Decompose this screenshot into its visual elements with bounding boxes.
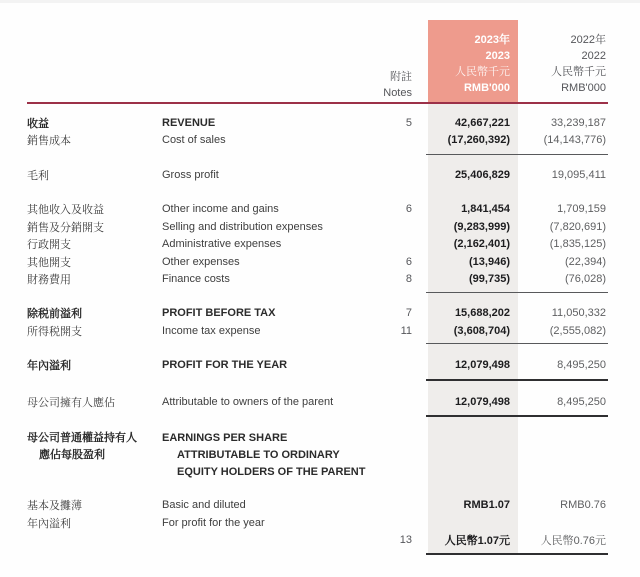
year-2022-cn: 2022年 xyxy=(570,34,606,46)
unit-2022: RMB'000 xyxy=(561,82,606,94)
table-row-other-expenses: 其他開支 Other expenses 6 (13,946) (22,394) xyxy=(27,255,606,269)
year-2022: 2022 xyxy=(581,50,606,62)
table-row-admin-expenses: 行政開支 Administrative expenses (2,162,401) (1,835,125) xyxy=(27,238,606,252)
table-row-income-tax: 所得税開支 Income tax expense 11 (3,608,704) (2,555,082) xyxy=(27,324,606,338)
unit-2023-cn: 人民幣千元 xyxy=(455,66,510,78)
column-header-2022 xyxy=(518,32,608,102)
table-row-basic-diluted: 基本及攤薄 Basic and diluted RMB1.07 RMB0.76 xyxy=(27,499,606,513)
unit-2023: RMB'000 xyxy=(463,82,510,94)
subtotal-rule xyxy=(426,292,608,293)
unit-2022-cn: 人民幣千元 xyxy=(551,66,606,78)
total-rule xyxy=(426,379,608,381)
table-header-row xyxy=(27,22,640,102)
eps-heading-cn-line1: 母公司普通權益持有人 xyxy=(27,431,137,444)
table-row-cost-of-sales: 銷售成本 Cost of sales (17,260,392) (14,143,776) xyxy=(27,134,606,148)
eps-heading-en-line2: ATTRIBUTABLE TO ORDINARY xyxy=(177,448,340,461)
year-2023-cn: 2023年 xyxy=(474,34,510,46)
total-rule xyxy=(426,553,608,555)
eps-heading-en-line3: EQUITY HOLDERS OF THE PARENT xyxy=(177,465,366,478)
table-row-finance-costs: 財務費用 Finance costs 8 (99,735) (76,028) xyxy=(27,273,606,287)
table-row-selling-expenses: 銷售及分銷開支 Selling and distribution expenses (9,283,999) (7,820,691) xyxy=(27,220,606,234)
notes-label-cn: 附註 xyxy=(390,71,412,83)
eps-heading-cn-line2: 應佔每股盈利 xyxy=(39,448,105,461)
total-rule xyxy=(426,415,608,417)
table-row-eps-rmb: 13 人民幣1.07元 人民幣0.76元 xyxy=(399,534,606,548)
table-row-profit-for-year: 年內溢利 PROFIT FOR THE YEAR 12,079,498 8,495,250 xyxy=(27,358,606,372)
table-row-for-profit: 年內溢利 For profit for the year xyxy=(27,516,265,530)
column-header-2023 xyxy=(428,32,518,102)
subtotal-rule xyxy=(426,343,608,344)
notes-label-en: Notes xyxy=(383,87,412,99)
subtotal-rule xyxy=(426,154,608,155)
table-row-profit-before-tax: 除税前溢利 PROFIT BEFORE TAX 7 15,688,202 11,050,332 xyxy=(27,307,606,321)
table-row-revenue: 收益 REVENUE 5 42,667,221 33,239,187 xyxy=(27,116,606,130)
table-row-attributable: 母公司擁有人應佔 Attributable to owners of the parent 12,079,498 8,495,250 xyxy=(27,395,606,409)
eps-heading-en-line1: EARNINGS PER SHARE xyxy=(162,431,288,444)
notes-column-header xyxy=(382,69,412,102)
table-row-gross-profit: 毛利 Gross profit 25,406,829 19,095,411 xyxy=(27,168,606,182)
table-row-other-income: 其他收入及收益 Other income and gains 6 1,841,454 1,709,159 xyxy=(27,203,606,217)
eps-heading xyxy=(27,430,640,481)
year-2023: 2023 xyxy=(485,50,510,62)
